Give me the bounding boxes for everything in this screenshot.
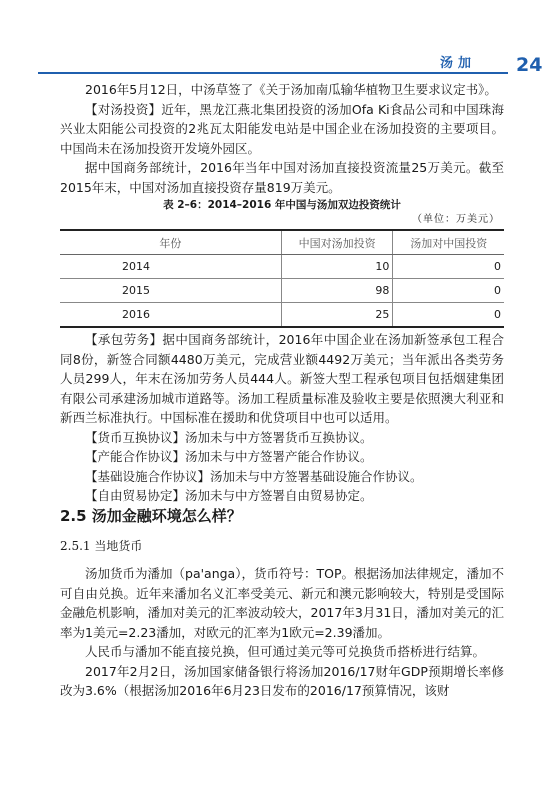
paragraph: 【货币互换协议】汤加未与中方签署货币互换协议。	[85, 429, 373, 445]
table-row	[60, 303, 504, 328]
content-top	[60, 80, 504, 506]
cell-value: 25	[281, 303, 393, 328]
cell-year: 2014	[60, 255, 281, 279]
cell-value: 0	[393, 255, 504, 279]
page-header-title: 汤加	[440, 56, 477, 71]
paragraph: 【对汤投资】近年，黑龙江燕北集团投资的汤加Ofa Ki食品公司和中国珠海兴业太阳能公司投资的2兆瓦太阳能发电站是中国企业在汤加投资的主要项目。中国尚未在汤加投资开发境外园区。	[60, 101, 504, 156]
section-heading: 2.5 汤加金融环境怎么样？	[60, 507, 242, 525]
paragraph: 据中国商务部统计，2016年当年中国对汤加直接投资流量25万美元。截至2015年末，中国对汤加直接投资存量819万美元。	[60, 160, 504, 195]
cell-year: 2016	[60, 303, 281, 328]
paragraph: 【承包劳务】据中国商务部统计，2016年中国企业在汤加新签承包工程合同8份，新签合同额4480万美元，完成营业额4492万美元；当年派出各类劳务人员299人，年末在汤加劳务人员444人。新签大型工程承包项目包括烟建集团有限公司承建汤加城市道路等。汤加工程质量标准及验收主要是依照澳大利亚和新西兰标准执行。中国标准在援助和优贷项目中也可以适用。	[60, 332, 504, 425]
page-number: 24	[516, 54, 543, 76]
investment-table	[60, 229, 504, 328]
cell-value: 0	[393, 303, 504, 328]
header-year: 年份	[60, 230, 281, 255]
cell-value: 0	[393, 279, 504, 303]
cell-value: 98	[281, 279, 393, 303]
paragraph: 人民币与潘加不能直接兑换，但可通过美元等可兑换货币搭桥进行结算。	[85, 644, 486, 659]
table-caption: 表 2–6：2014–2016 年中国与汤加双边投资统计	[163, 199, 401, 211]
paragraph: 【基础设施合作协议】汤加未与中方签署基础设施合作协议。	[85, 468, 423, 484]
cell-year: 2015	[60, 279, 281, 303]
header-china-to-tonga: 中国对汤加投资	[281, 230, 393, 255]
paragraph: 汤加货币为潘加（pa'anga），货币符号：TOP。根据汤加法律规定，潘加不可自由兑换。近年来潘加名义汇率受美元、新元和澳元影响较大，特别是受国际金融危机影响，潘加对美元的汇率波动较大，2017年3月31日，潘加对美元的汇率为1美元=2.23潘加，对欧元的汇率为1欧元=2.39潘加。	[60, 566, 504, 640]
subsection-heading: 2.5.1 当地货币	[60, 539, 143, 553]
cell-value: 10	[281, 255, 393, 279]
paragraph: 2016年5月12日，中汤草签了《关于汤加南瓜输华植物卫生要求议定书》。	[85, 82, 497, 97]
table-row	[60, 255, 504, 279]
content-bottom	[60, 564, 504, 701]
table-row	[60, 279, 504, 303]
header-tonga-to-china: 汤加对中国投资	[393, 230, 504, 255]
header-rule	[38, 72, 508, 74]
paragraph: 【自由贸易协定】汤加未与中方签署自由贸易协定。	[85, 488, 373, 503]
table-header-row	[60, 230, 504, 255]
paragraph: 2017年2月2日，汤加国家储备银行将汤加2016/17财年GDP预期增长率修改为3.6%（根据汤加2016年6月23日发布的2016/17预算情况，该财	[60, 663, 504, 698]
paragraph: 【产能合作协议】汤加未与中方签署产能合作协议。	[85, 449, 373, 464]
table-unit: （单位：万美元）	[412, 214, 500, 225]
